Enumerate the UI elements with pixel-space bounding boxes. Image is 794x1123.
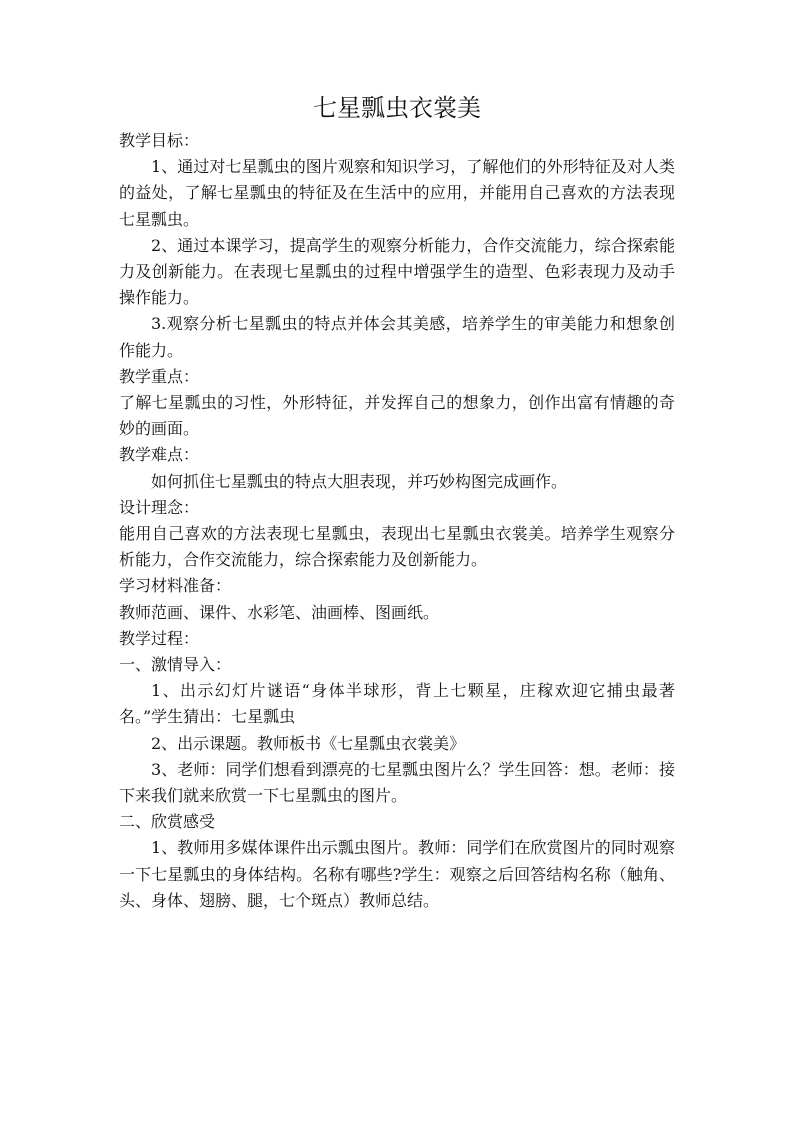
design-concept-paragraph: 能用自己喜欢的方法表现七星瓢虫，表现出七星瓢虫衣裳美。培养学生观察分析能力，合作交流能力，综合探索能力及创新能力。 (119, 524, 675, 570)
introduction-paragraph-3: 3、老师：同学们想看到漂亮的七星瓢虫图片么？学生回答：想。老师：接下来我们就来欣赏一下七星瓢虫的图片。 (119, 759, 675, 806)
subsection-heading-introduction: 一、激情导入： (119, 655, 232, 675)
section-heading-process: 教学过程： (119, 628, 200, 648)
section-heading-objectives: 教学目标： (119, 131, 200, 150)
subsection-heading-appreciation: 二、欣赏感受 (119, 812, 216, 832)
appreciation-paragraph-1: 1、教师用多媒体课件出示瓢虫图片。教师：同学们在欣赏图片的同时观察一下七星瓢虫的身体结构。名称有哪些?学生：观察之后回答结构名称（触角、头、身体、翅膀、腿，七个斑点）教师总结。 (119, 838, 675, 910)
section-heading-materials: 学习材料准备： (119, 576, 232, 596)
objective-paragraph-2: 2、通过本课学习，提高学生的观察分析能力，合作交流能力，综合探索能力及创新能力。在表现七星瓢虫的过程中增强学生的造型、色彩表现力及动手操作能力。 (119, 235, 675, 308)
document-title: 七星瓢虫衣裳美 (313, 94, 481, 122)
key-points-paragraph: 了解七星瓢虫的习性，外形特征，并发挥自己的想象力，创作出富有情趣的奇妙的画面。 (119, 393, 675, 439)
materials-paragraph: 教师范画、课件、水彩笔、油画棒、图画纸。 (119, 602, 440, 622)
section-heading-design-concept: 设计理念： (119, 497, 200, 517)
section-heading-key-points: 教学重点： (119, 366, 200, 386)
section-heading-difficulties: 教学难点： (119, 445, 200, 465)
objective-paragraph-3: 3.观察分析七星瓢虫的特点并体会其美感，培养学生的审美能力和想象创作能力。 (119, 314, 675, 360)
document-body (119, 88, 675, 914)
difficulties-paragraph: 如何抓住七星瓢虫的特点大胆表现，并巧妙构图完成画作。 (151, 471, 568, 491)
introduction-paragraph-2: 2、出示课题。教师板书《七星瓢虫衣裳美》 (151, 733, 466, 753)
introduction-paragraph-1: 1、出示幻灯片谜语“身体半球形，背上七颗星，庄稼欢迎它捕虫最著名。”学生猜出：七星瓢虫 (119, 681, 675, 727)
objective-paragraph-1: 1、通过对七星瓢虫的图片观察和知识学习，了解他们的外形特征及对人类的益处，了解七星瓢虫的特征及在生活中的应用，并能用自己喜欢的方法表现七星瓢虫。 (119, 157, 675, 229)
